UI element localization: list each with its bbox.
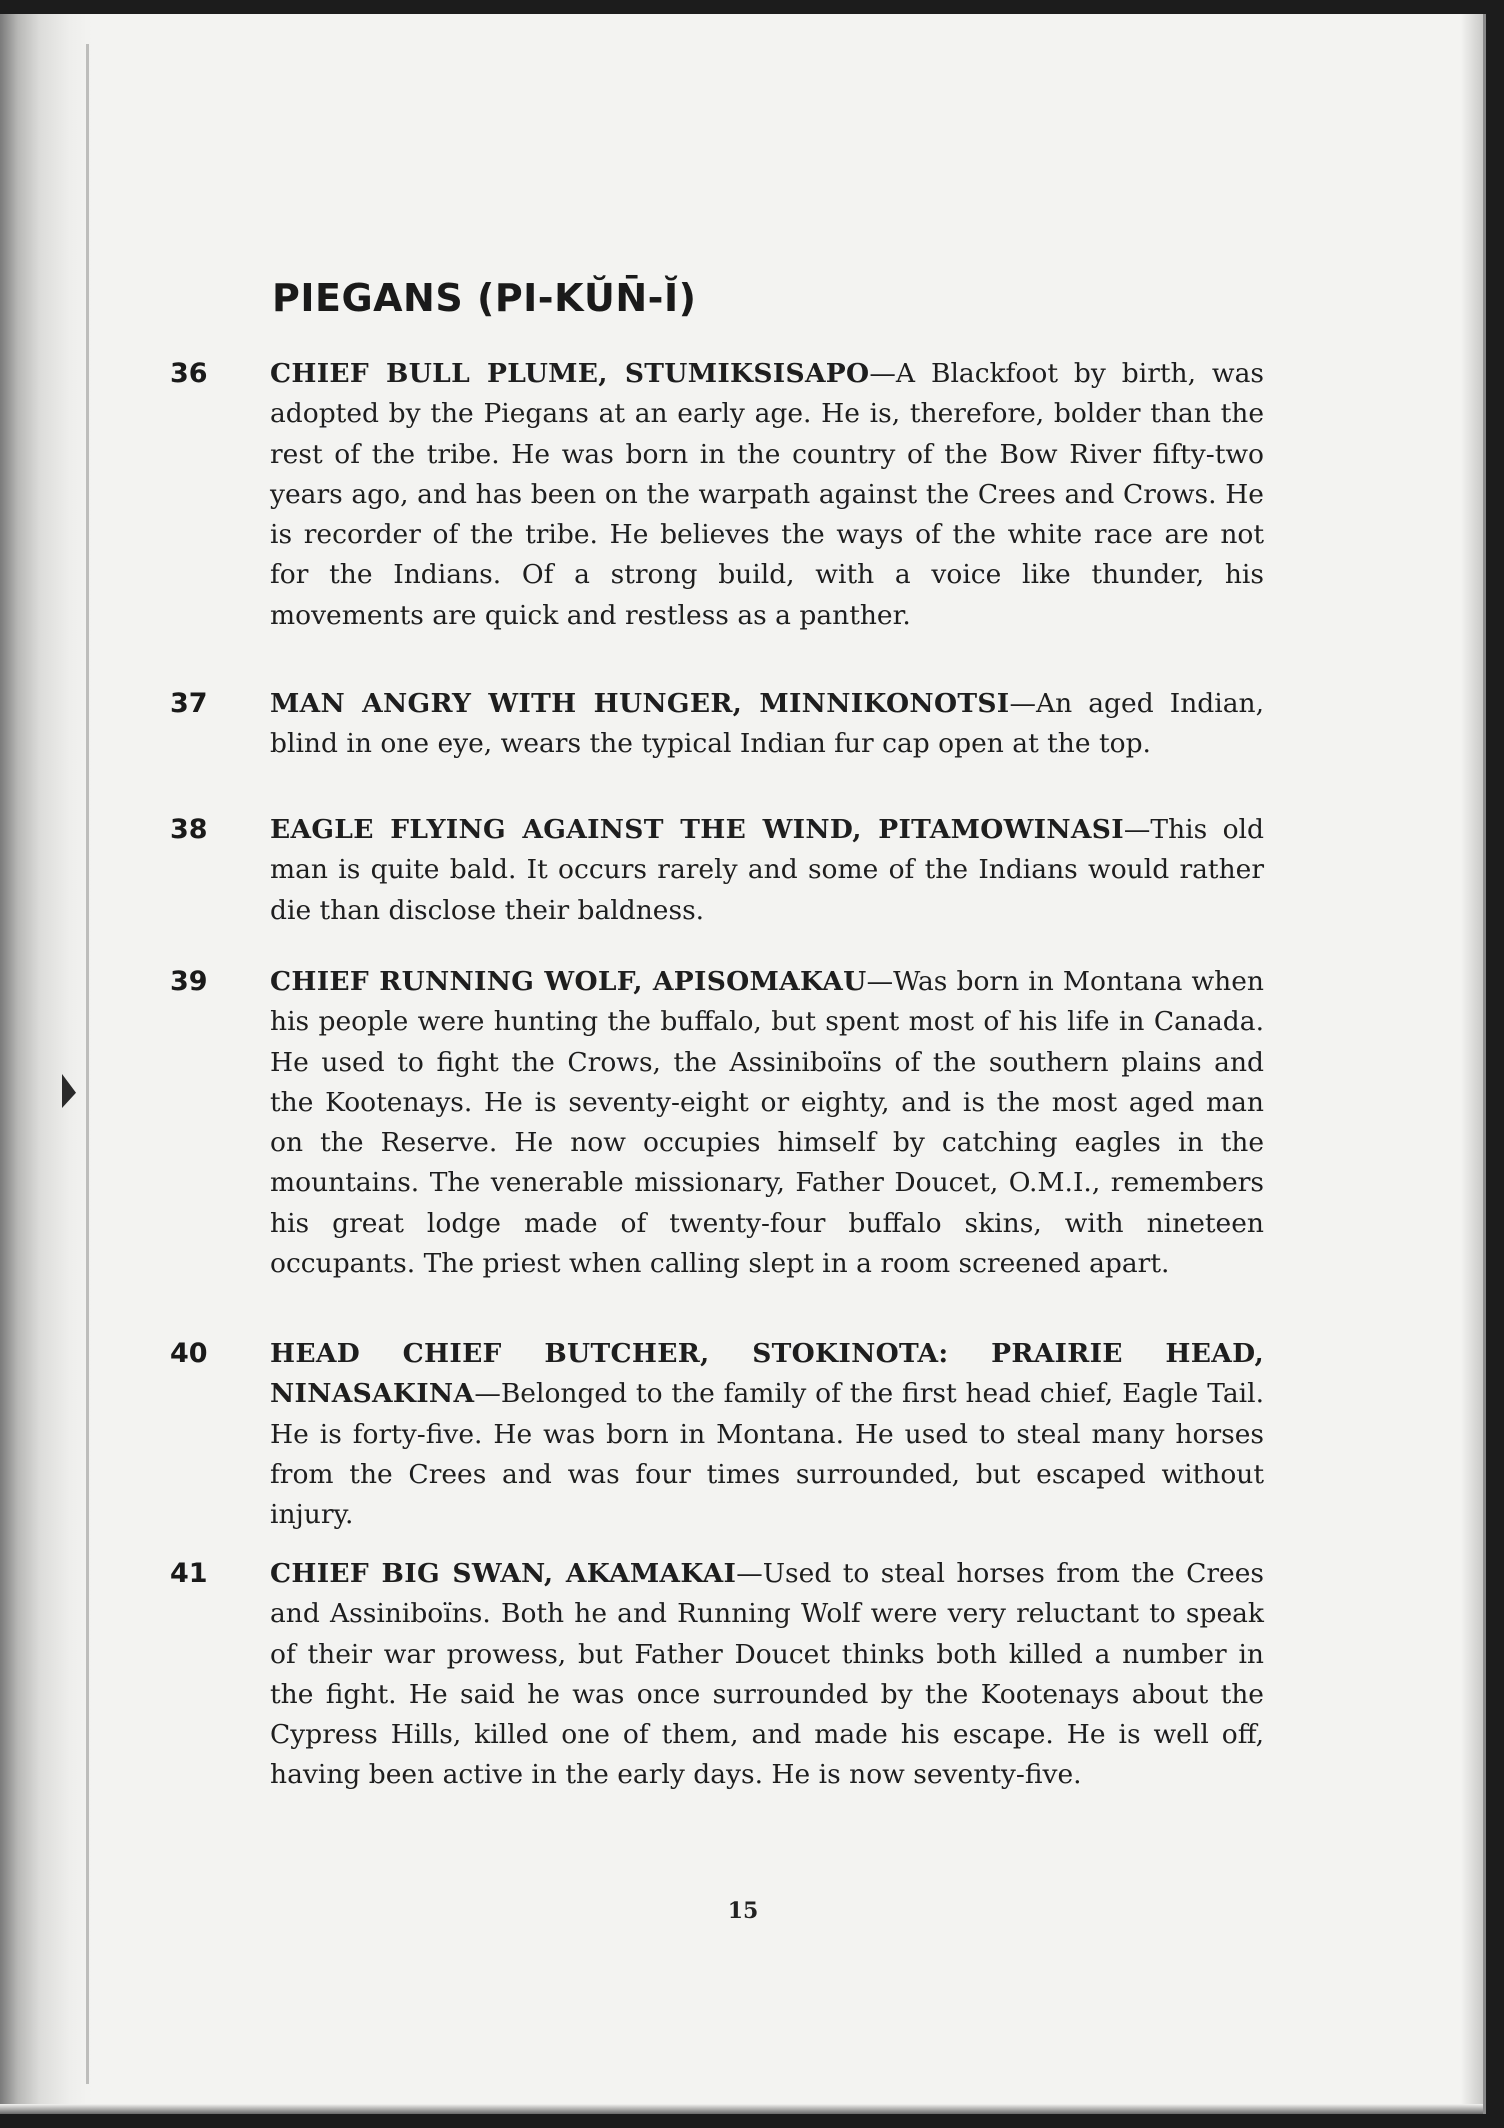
entry-text [270, 684, 1264, 765]
entry-number: 40 [170, 1338, 208, 1369]
section-heading: PIEGANS (PI-KŬN̄-Ĭ) [272, 276, 697, 320]
entry-description: —A Blackfoot by birth, was adopted by the Piegans at an early age. He is, therefore, bolder than the rest of the tribe. He was born in the country of the Bow River fifty-two years ago, and has been on the warpath against the Crees and Crows. He is recorder of the tribe. He believes the ways of the white race are not for the Indians. Of a strong build, with a voice like thunder, his movements are quick and restless as a panther. [270, 358, 1264, 631]
entry-description: —An aged Indian, blind in one eye, wears the typical Indian fur cap open at the top. [270, 688, 1264, 760]
entry-description: —This old man is quite bald. It occurs rarely and some of the Indians would rather die than disclose their baldness. [270, 814, 1264, 926]
entry-text [270, 1554, 1264, 1796]
entry-text [270, 1334, 1264, 1535]
page-right-edge [1461, 14, 1483, 2114]
entry-text [270, 354, 1264, 636]
gutter-shadow [0, 14, 92, 2114]
entry-name: EAGLE FLYING AGAINST THE WIND, PITAMOWINASI [270, 814, 1124, 845]
entry-number: 41 [170, 1558, 208, 1589]
entry-number: 39 [170, 966, 208, 997]
entry-name: MAN ANGRY WITH HUNGER, MINNIKONOTSI [270, 688, 1010, 719]
entry-number: 36 [170, 358, 208, 389]
entry-description: —Belonged to the family of the first head chief, Eagle Tail. He is forty-five. He was born in Montana. He used to steal many horses from the Crees and was four times surrounded, but escaped without injury. [270, 1378, 1264, 1531]
entry-number: 37 [170, 688, 208, 719]
entry-description: —Used to steal horses from the Crees and Assiniboïns. Both he and Running Wolf were very reluctant to speak of their war prowess, but Father Doucet thinks both killed a number in the fight. He said he was once surrounded by the Kootenays about the Cypress Hills, killed one of them, and made his escape. He is well off, having been active in the early days. He is now seventy-five. [270, 1558, 1265, 1791]
entry-name: CHIEF BULL PLUME, STUMIKSISAPO [270, 358, 870, 389]
page-bottom-edge [0, 2104, 1483, 2114]
gutter-line [86, 44, 89, 2084]
page-number: 15 [727, 1898, 759, 1924]
book-page [0, 14, 1486, 2114]
entry-text [270, 810, 1264, 931]
entry-description: —Was born in Montana when his people were hunting the buffalo, but spent most of his life in Canada. He used to fight the Crows, the Assiniboïns of the southern plains and the Kootenays. He is seventy-eight or eighty, and is the most aged man on the Reserve. He now occupies himself by catching eagles in the mountains. The venerable missionary, Father Doucet, O.M.I., remembers his great lodge made of twenty-four buffalo skins, with nineteen occupants. The priest when calling slept in a room screened apart. [270, 966, 1264, 1280]
entry-number: 38 [170, 814, 208, 845]
entry-text [270, 962, 1264, 1284]
entry-name: CHIEF BIG SWAN, AKAMAKAI [270, 1558, 737, 1589]
entry-name: HEAD CHIEF BUTCHER, STOKINOTA: PRAIRIE HEAD, NINASAKINA [270, 1338, 1264, 1410]
entry-name: CHIEF RUNNING WOLF, APISOMAKAU [270, 966, 867, 997]
